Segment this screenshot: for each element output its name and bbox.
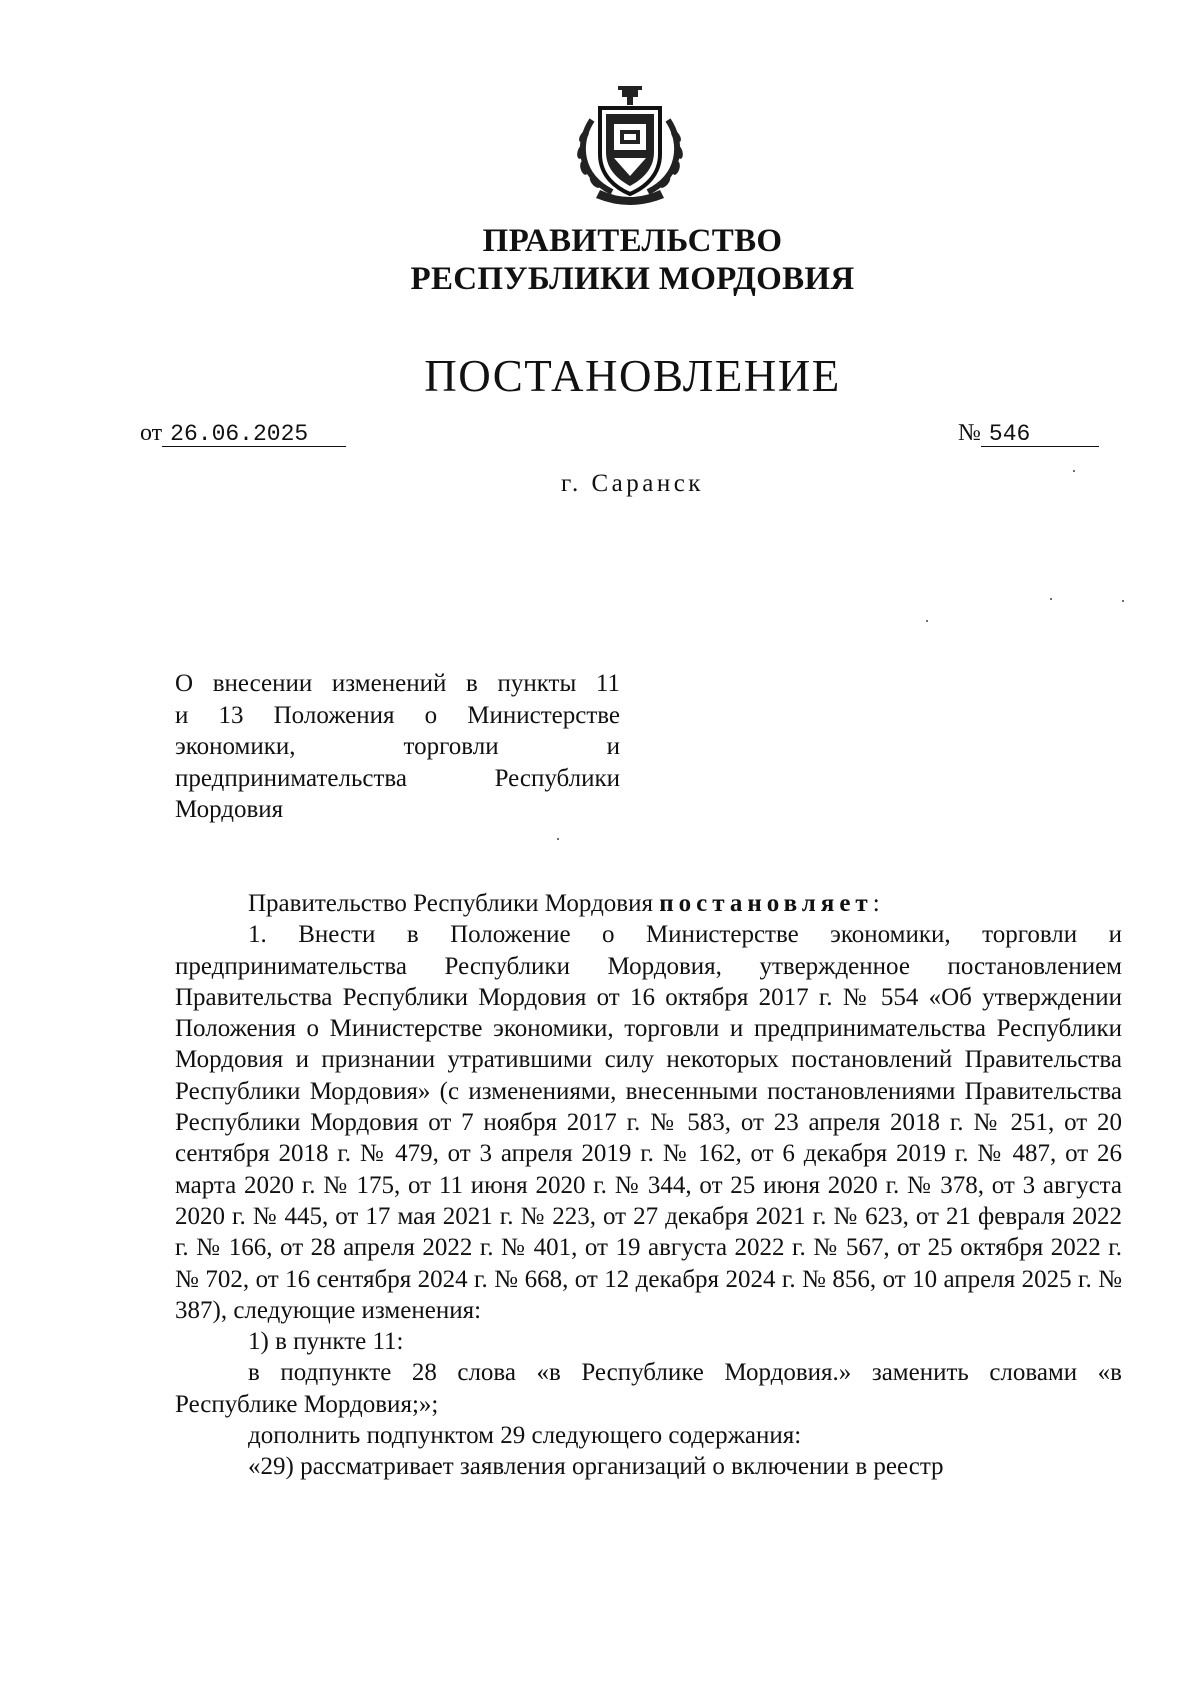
- subject-line: предпринимательства Республики: [175, 764, 620, 792]
- paragraph-4: дополнить подпунктом 29 следующего содержания:: [248, 1422, 802, 1450]
- intro-suffix: :: [872, 890, 880, 917]
- scan-speck: [557, 838, 559, 840]
- subject-line: О внесении изменений в пункты 11: [175, 670, 620, 697]
- intro-verb: постановляет: [659, 890, 873, 917]
- scan-speck: [1122, 600, 1124, 602]
- number-prefix: №: [958, 420, 981, 446]
- scan-speck: [1050, 598, 1052, 600]
- date-prefix: от: [140, 420, 163, 446]
- government-name-line2: РЕСПУБЛИКИ МОРДОВИЯ: [410, 261, 855, 297]
- scan-speck: [926, 620, 928, 622]
- date-field: [140, 418, 346, 448]
- document-subject: [175, 668, 620, 826]
- scan-speck: [1073, 470, 1075, 472]
- document-date: 26.06.2025: [162, 422, 346, 447]
- paragraph-5: «29) рассматривает заявления организаций о включении в реестр: [248, 1453, 944, 1481]
- coat-of-arms-emblem: [570, 84, 690, 206]
- paragraph-2: 1) в пункте 11:: [248, 1328, 404, 1356]
- document-body: [175, 888, 1122, 1483]
- subject-line: Мордовия: [175, 796, 284, 823]
- intro-prefix: Правительство Республики Мордовия: [248, 890, 653, 917]
- paragraph-3: в подпункте 28 слова «в Республике Мордовия.» заменить словами «в Республике Мордовия;»;: [175, 1359, 1122, 1418]
- document-number: 546: [981, 422, 1099, 447]
- government-name-line1: ПРАВИТЕЛЬСТВО: [482, 223, 783, 259]
- resolution-intro: [175, 888, 1122, 919]
- paragraph-1: 1. Внести в Положение о Министерстве экономики, торговли и предпринимательства Республики Мордовия, утвержденное постановлением Правительства Республики Мордовия от 16 октября 2017 г. № 554 «Об утверждении Положения о Министерстве экономики, торговли и предпринимательства Республики Мордовия и признании утратившими силу некоторых постановлений Правительства Республики Мордовия» (с изменениями, внесенными постановлениями Правительства Республики Мордовия от 7 ноября 2017 г. № 583, от 23 апреля 2018 г. № 251, от 20 сентября 2018 г. № 479, от 3 апреля 2019 г. № 162, от 6 декабря 2019 г. № 487, от 26 марта 2020 г. № 175, от 11 июня 2020 г. № 344, от 25 июня 2020 г. № 378, от 3 августа 2020 г. № 445, от 17 мая 2021 г. № 223, от 27 декабря 2021 г. № 623, от 21 февраля 2022 г. № 166, от 28 апреля 2022 г. № 401, от 19 августа 2022 г. № 567, от 25 октября 2022 г. № 702, от 16 сентября 2024 г. № 668, от 12 декабря 2024 г. № 856, от 10 апреля 2025 г. № 387), следующие изменения:: [175, 921, 1122, 1324]
- subject-line: экономики, торговли и: [175, 733, 620, 760]
- subject-line: и 13 Положения о Министерстве: [175, 701, 620, 729]
- number-field: [958, 418, 1099, 448]
- document-type-title: ПОСТАНОВЛЕНИЕ: [424, 351, 841, 401]
- city-name: г. Саранск: [561, 470, 704, 497]
